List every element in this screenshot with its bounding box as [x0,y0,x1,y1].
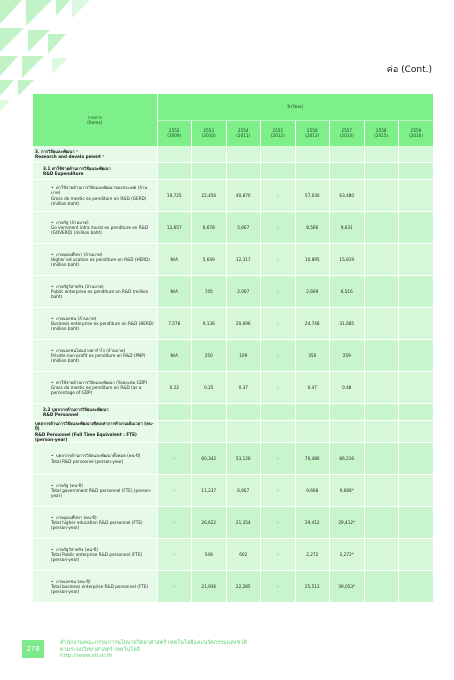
value-cell: - [261,475,296,507]
row-label [33,146,157,163]
value-cell: 602 [226,539,261,571]
row-label-thai: บุคลากรด้านการวิจัยและพัฒนาทั้งหมด (คน-ปี) [56,453,141,459]
row-label-english: Total business enterprise R&D personnel (FTE) (person-year) [51,583,149,595]
value-cell: 19,725 [157,180,192,212]
table-row [33,571,433,603]
year-header-cell [364,120,399,146]
year-thai: 2552 [168,127,180,133]
row-label-english: Private non-profit ex penditure on R&D (PNP) (million baht) [51,352,146,364]
value-cell [399,163,434,180]
value-cell: 548 [192,539,227,571]
value-cell: 2,272 [295,539,330,571]
value-cell: - [261,340,296,372]
value-cell [399,421,434,443]
row-label-thai: 3. การวิจัยและพัฒนา ¹ [35,148,78,154]
row-label-english: R&D Personnel [43,412,79,417]
value-cell: 53,126 [226,443,261,475]
value-cell [364,180,399,212]
value-cell: - [261,212,296,244]
year-header-cell [295,120,330,146]
value-cell: - [157,571,192,603]
value-cell [399,404,434,421]
row-label-thai: ภาคเอกชน (ล้านบาท) [56,315,97,321]
footer-text [60,640,247,660]
value-cell: 31,685 [330,308,365,340]
value-cell: 2,067 [226,276,261,308]
row-label-thai: 3.1 ค่าใช้จ่ายด้านการวิจัยและพัฒนา [43,165,111,171]
row-label-thai: ภาครัฐวิสาหกิจ (คน-ปี) [56,546,98,552]
bullet-icon: • [51,453,54,459]
row-label-thai: ภาคเอกชน (คน-ปี) [56,578,91,584]
value-cell [226,163,261,180]
value-cell [364,244,399,276]
value-cell: - [261,372,296,404]
row-label [33,539,157,571]
value-cell: 10,895 [295,244,330,276]
row-label-english: Research and develo pment ¹ [35,153,105,159]
year-english: (2016) [409,133,423,138]
year-header-cell [261,120,296,146]
value-cell: - [261,244,296,276]
value-cell: 22,285 [226,571,261,603]
bullet-icon: • [51,185,54,191]
year-english: (2012) [270,133,285,138]
row-label-english: R&D Expenditure [43,171,84,176]
value-cell: 259 [330,340,365,372]
value-cell: 2,272* [330,539,365,571]
row-label [33,421,157,443]
value-cell [399,571,434,603]
value-cell [364,146,399,163]
year-header-cell [226,120,261,146]
value-cell [364,276,399,308]
value-cell: 9,136 [192,308,227,340]
value-cell: - [261,180,296,212]
value-cell [192,404,227,421]
value-cell [399,443,434,475]
row-label [33,443,157,475]
value-cell: - [157,507,192,539]
value-cell [364,539,399,571]
value-cell: 20,696 [226,308,261,340]
value-cell [295,404,330,421]
table-row [33,276,433,308]
row-label-english: Total government R&D personnel (FTE) (person-year) [51,487,152,499]
value-cell: 0.48 [330,372,365,404]
value-cell: 350 [295,340,330,372]
row-label [33,507,157,539]
year-english: (2013) [305,133,320,138]
value-cell [364,404,399,421]
value-cell: 12,657 [157,212,192,244]
value-cell: - [261,443,296,475]
value-cell [364,421,399,443]
value-cell [399,180,434,212]
table-row [33,372,433,404]
row-label-english: Gross do mestic ex penditure on R&D (GERD) (million baht) [51,195,147,206]
page-number: 278 [22,640,44,658]
table-row [33,539,433,571]
statistics-table [33,94,433,603]
row-label-thai: ภาคเอกชนไม่แสวงหากำไร (ล้านบาท) [56,347,126,353]
year-header-cell [157,120,192,146]
value-cell [261,163,296,180]
row-label-thai: บุคลากรด้านการวิจัยและพัฒนาเทียบเท่าการทำงานเต็มเวลา (คน-ปี) [35,421,154,432]
value-cell: 5,667 [226,212,261,244]
bullet-icon: • [51,347,54,353]
row-label-thai: ภาครัฐ (คน-ปี) [56,482,83,488]
value-cell: 29,412* [330,507,365,539]
bullet-icon: • [51,379,54,385]
row-label-thai: ภาคอุดมศึกษา (ล้านบาท) [56,251,103,257]
row-label-english: Go vernment intra mural ex penditure on R&D (GOVERD) (million baht) [51,224,149,236]
table-row [33,180,433,212]
value-cell: 11,237 [192,475,227,507]
value-cell [330,421,365,443]
value-cell: 57,030 [295,180,330,212]
row-label-english: Public enterprise ex penditure on R&D (million baht) [51,288,149,300]
value-cell: 2,669 [295,276,330,308]
table-row [33,443,433,475]
table-row [33,340,433,372]
value-cell [330,163,365,180]
table-row [33,244,433,276]
value-cell [399,372,434,404]
year-header-cell [330,120,365,146]
value-cell: 7,578 [157,308,192,340]
row-label-english: Total higher education R&D personnel (FTE) (person-year) [51,519,143,531]
value-cell: 63,480 [330,180,365,212]
footer-line-1: สำนักงานคณะกรรมการนโยบายวิทยาศาสตร์ เทคโนโลยีและนวัตกรรมแห่งชาติ [60,640,247,646]
value-cell: 21,936 [192,571,227,603]
row-label [33,404,157,421]
value-cell [399,340,434,372]
value-cell [226,421,261,443]
year-english: (2014) [339,133,354,138]
value-cell: 0.25 [192,372,227,404]
value-cell [157,404,192,421]
year-thai: 2558 [375,127,387,133]
bullet-icon: • [51,514,54,520]
year-thai: 2554 [237,127,249,133]
value-cell: 6,516 [330,276,365,308]
bullet-icon: • [51,546,54,552]
value-cell: - [261,539,296,571]
value-cell: - [157,443,192,475]
value-cell [364,212,399,244]
continued-label: ค่อ (Cont.) [386,65,432,75]
value-cell [226,146,261,163]
value-cell: 0.47 [295,372,330,404]
row-label-english: R&D Personnel (Full Time Equivalent : FTE) (person-year) [35,431,137,442]
value-cell: - [261,507,296,539]
value-cell: 6,678 [192,212,227,244]
bullet-icon: • [51,251,54,257]
row-label-english: Higher ed ucation ex penditure on R&D (HERD) (million baht) [51,256,151,268]
value-cell: 0.22 [157,372,192,404]
year-header-cell [399,120,434,146]
value-cell: 22,456 [192,180,227,212]
bullet-icon: • [51,482,54,488]
value-cell [192,421,227,443]
row-label [33,276,157,308]
value-cell [399,244,434,276]
row-label [33,340,157,372]
bullet-icon: • [51,315,54,321]
value-cell [261,421,296,443]
value-cell [192,163,227,180]
table-row [33,308,433,340]
footer-line-2: ตามระบบวิทยาศาสตร์ เทคโนโลยี [60,646,140,653]
year-english: (2011) [236,133,251,138]
row-label [33,212,157,244]
row-label [33,180,157,212]
value-cell [364,308,399,340]
value-cell [399,507,434,539]
value-cell: 21,354 [226,507,261,539]
table-row [33,507,433,539]
table-row [33,212,433,244]
value-cell [226,404,261,421]
row-label-thai: 3.2 บุคลากรด้านการวิจัยและพัฒนา [43,406,109,412]
value-cell: 25,513 [295,571,330,603]
row-label [33,571,157,603]
value-cell [157,146,192,163]
row-label [33,163,157,180]
value-cell: - [261,308,296,340]
year-thai: 2559 [410,127,422,133]
value-cell: 109 [226,340,261,372]
items-header-english: (Items) [87,119,103,125]
row-label-english: Total Public enterprise R&D personnel (FTE) (person-year) [51,551,143,563]
value-cell: 250 [192,340,227,372]
value-cell [295,146,330,163]
value-cell [330,404,365,421]
value-cell [192,146,227,163]
row-label-english: Business enterprise ex penditure on R&D (BERD) (million baht) [51,320,154,332]
table-body [33,146,433,603]
bullet-icon: • [51,283,54,289]
row-label [33,244,157,276]
value-cell [399,146,434,163]
value-cell [157,421,192,443]
row-label-english: Gross do mestic ex penditure on R&D (as a percentage of GDP) [51,384,142,396]
value-cell [399,539,434,571]
value-cell [399,276,434,308]
row-label [33,372,157,404]
value-cell [364,372,399,404]
value-cell: 26,622 [192,507,227,539]
value-cell: 15,819 [330,244,365,276]
year-thai: 2553 [203,127,215,133]
table-row [33,421,433,443]
value-cell: - [261,276,296,308]
row-label-thai: ภาครัฐ (ล้านบาท) [56,219,89,225]
row-label [33,475,157,507]
table-row [33,146,433,163]
year-header-cell [192,120,227,146]
value-cell [364,340,399,372]
value-cell [364,163,399,180]
table-row [33,163,433,180]
row-label-thai: ภาคอุดมศึกษา (คน-ปี) [56,514,97,520]
row-label-thai: ค่าใช้จ่ายด้านการวิจัยและพัฒนาของประเทศ (ล้านบาท) [51,185,148,196]
value-cell [364,571,399,603]
value-cell: 0.37 [226,372,261,404]
value-cell: 70,486 [295,443,330,475]
value-cell [157,163,192,180]
bullet-icon: • [51,219,54,225]
value-cell: - [261,571,296,603]
table-row [33,475,433,507]
value-cell [261,146,296,163]
bullet-icon: • [51,578,54,584]
year-thai: 2557 [341,127,353,133]
value-cell: N/A [157,276,192,308]
value-cell: 9,668* [330,475,365,507]
year-english: (2009) [167,133,182,138]
value-cell [330,146,365,163]
row-label-english: Total R&D personnel (person-year) [51,458,124,464]
value-cell [295,163,330,180]
value-cell [399,475,434,507]
value-cell: 29,412 [295,507,330,539]
value-cell: 40,870 [226,180,261,212]
value-cell: 745 [192,276,227,308]
value-cell [364,443,399,475]
row-label-thai: ค่าใช้จ่ายด้านการวิจัยและพัฒนา (ร้อยละต่อ GDP) [56,379,148,385]
value-cell: N/A [157,244,192,276]
year-english: (2010) [201,133,216,138]
items-header-thai: รายการ [87,114,102,120]
footer-link[interactable]: http://www.sti.or.th [60,653,113,660]
row-label-thai: ภาครัฐวิสาหกิจ (ล้านบาท) [56,283,104,289]
year-thai: 2555 [272,127,284,133]
value-cell: 9,668 [295,475,330,507]
value-cell [364,475,399,507]
value-cell: - [157,475,192,507]
value-cell: 60,342 [192,443,227,475]
year-column-header: ปี (Year) [157,94,433,120]
value-cell [364,507,399,539]
year-thai: 2556 [306,127,318,133]
value-cell [399,308,434,340]
value-cell [399,212,434,244]
value-cell: 5,649 [192,244,227,276]
value-cell: 6,667 [226,475,261,507]
value-cell: 86,216 [330,443,365,475]
year-english: (2015) [374,133,389,138]
value-cell: N/A [157,340,192,372]
table-row [33,404,433,421]
value-cell: 8,566 [295,212,330,244]
value-cell: 12,317 [226,244,261,276]
value-cell: 39,053* [330,571,365,603]
value-cell: - [157,539,192,571]
value-cell [261,404,296,421]
items-column-header [33,94,157,146]
value-cell: 9,631 [330,212,365,244]
value-cell: 24,748 [295,308,330,340]
row-label [33,308,157,340]
value-cell [295,421,330,443]
